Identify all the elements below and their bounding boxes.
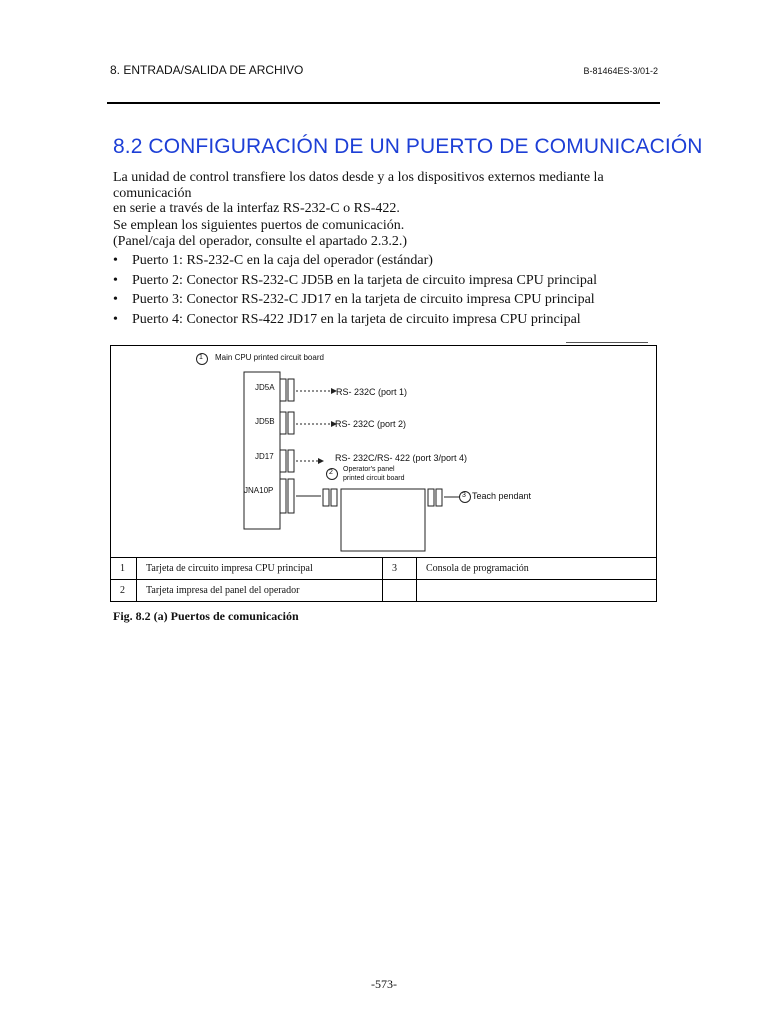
connector-jna10p-right <box>288 479 294 513</box>
page-number: -573- <box>371 977 397 991</box>
main-board-label: Main CPU printed circuit board <box>215 353 324 362</box>
main-cpu-board-outline <box>244 372 280 529</box>
connector-label-jd5b: JD5B <box>255 417 275 426</box>
legend-desc-cell <box>417 580 657 602</box>
ports-reference-line: (Panel/caja del operador, consulte el apartado 2.3.2.) <box>113 234 408 249</box>
legend-desc-cell: Consola de programación <box>417 558 657 580</box>
table-row <box>111 580 657 602</box>
diagram-top-stub-line <box>566 342 648 343</box>
pendant-connector-b <box>436 489 442 506</box>
bullet-port-4: • Puerto 4: Conector RS-422 JD17 en la tarjeta de circuito impresa CPU principal <box>113 310 597 330</box>
port1-label: RS- 232C (port 1) <box>336 387 408 397</box>
connector-jd5b-right <box>288 412 294 434</box>
panel-label-line-2: printed circuit board <box>343 475 405 482</box>
bullet-dot-icon: • <box>113 292 118 307</box>
legend-num-cell: 1 <box>111 558 137 580</box>
port34-arrowhead-icon <box>318 458 324 464</box>
header-rule <box>107 102 660 104</box>
connector-label-jd5a: JD5A <box>255 383 275 392</box>
connector-label-jna10p: JNA10P <box>244 486 274 495</box>
number-1-text: 1 <box>199 354 203 361</box>
panel-connector-b <box>331 489 337 506</box>
pendant-label: Teach pendant <box>472 491 532 501</box>
panel-label-line-1: Operator's panel <box>343 466 395 473</box>
bullet-dot-icon: • <box>113 311 118 327</box>
bullet-dot-icon: • <box>113 272 118 288</box>
intro-paragraph <box>113 170 673 217</box>
running-header-section: 8. ENTRADA/SALIDA DE ARCHIVO <box>110 63 304 77</box>
intro-line-1: La unidad de control transfiere los datos desde y a los dispositivos externos mediante la comunicación <box>113 170 604 201</box>
intro-line-2: en serie a través de la interfaz RS-232-C o RS-422. <box>113 201 400 216</box>
number-3-text: 3 <box>462 492 466 499</box>
connector-jd5a-left <box>280 379 286 401</box>
bullet-port-2: • Puerto 2: Conector RS-232-C JD5B en la tarjeta de circuito impresa CPU principal <box>113 271 597 291</box>
ports-bullet-list <box>113 251 597 329</box>
bullet-port-1: • Puerto 1: RS-232-C en la caja del operador (estándar) <box>113 251 597 271</box>
connector-jd5b-left <box>280 412 286 434</box>
panel-connector-a <box>323 489 329 506</box>
section-title: 8.2 CONFIGURACIÓN DE UN PUERTO DE COMUNICACIÓN <box>113 135 703 158</box>
operator-panel-board-outline <box>341 489 425 551</box>
legend-desc-cell: Tarjeta de circuito impresa CPU principal <box>137 558 383 580</box>
port2-label: RS- 232C (port 2) <box>335 419 407 429</box>
legend-num-cell <box>383 580 417 602</box>
connector-jd17-left <box>280 450 286 472</box>
pendant-connector-a <box>428 489 434 506</box>
legend-table <box>110 557 657 602</box>
connector-jd5a-right <box>288 379 294 401</box>
number-2-text: 2 <box>329 469 333 476</box>
figure-caption: Fig. 8.2 (a) Puertos de comunicación <box>113 609 299 623</box>
communication-ports-diagram <box>110 345 657 558</box>
connector-jd17-right <box>288 450 294 472</box>
legend-num-cell: 2 <box>111 580 137 602</box>
table-row <box>111 558 657 580</box>
legend-num-cell: 3 <box>383 558 417 580</box>
bullet-dot-icon: • <box>113 253 118 268</box>
running-header-doc-code: B-81464ES-3/01-2 <box>583 66 658 76</box>
connector-label-jd17: JD17 <box>255 452 274 461</box>
legend-desc-cell: Tarjeta impresa del panel del operador <box>137 580 383 602</box>
port34-label: RS- 232C/RS- 422 (port 3/port 4) <box>335 453 468 463</box>
connector-jna10p-left <box>280 479 286 513</box>
ports-lead-line: Se emplean los siguientes puertos de comunicación. <box>113 218 405 233</box>
bullet-port-3: • Puerto 3: Conector RS-232-C JD17 en la tarjeta de circuito impresa CPU principal <box>113 290 597 310</box>
